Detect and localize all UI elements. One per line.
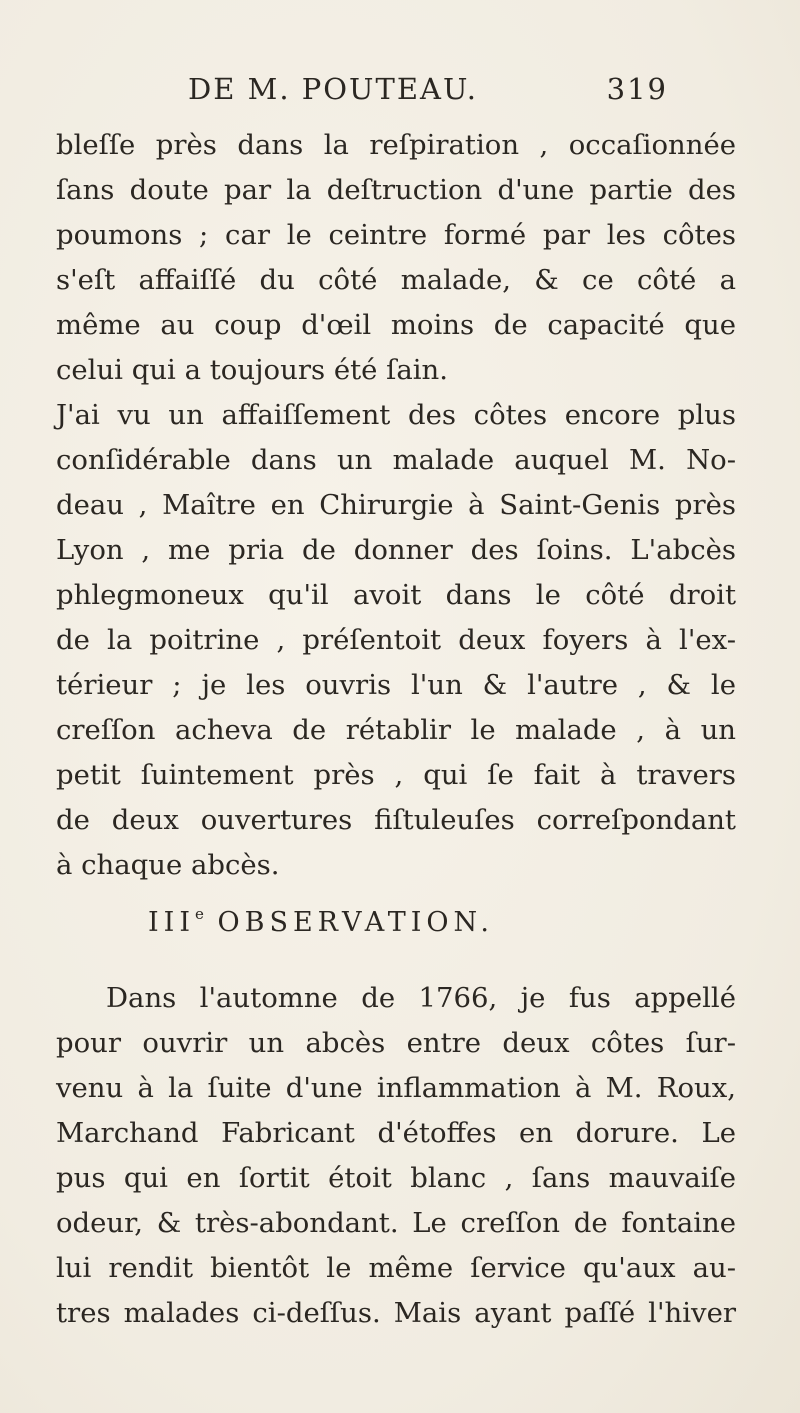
text-line: celui qui a toujours été ſain. bbox=[56, 354, 448, 386]
text-line: deau , Maître en Chirurgie à Saint-Genis près bbox=[56, 489, 736, 521]
text-line: ſans doute par la deſtruction d'une partie des bbox=[56, 174, 736, 206]
text-line: poumons ; car le ceintre formé par les côtes bbox=[56, 219, 736, 251]
text-line: de deux ouvertures fiſtuleuſes correſpondant bbox=[56, 804, 736, 836]
page-number: 319 bbox=[606, 72, 668, 106]
text-line: J'ai vu un affaiſſement des côtes encore plus bbox=[56, 399, 736, 431]
heading-numeral: III bbox=[148, 907, 195, 938]
text-line: Dans l'automne de 1766, je fus appellé bbox=[106, 982, 736, 1014]
text-line: térieur ; je les ouvris l'un & l'autre , & le bbox=[56, 669, 736, 701]
text-line: Lyon , me pria de donner des ſoins. L'abcès bbox=[56, 534, 736, 566]
text-line: Marchand Fabricant d'étoffes en dorure. Le bbox=[56, 1117, 736, 1149]
section-heading bbox=[148, 905, 548, 949]
text-line: odeur, & très-abondant. Le creſſon de fontaine bbox=[56, 1207, 736, 1239]
text-line: phlegmoneux qu'il avoit dans le côté droit bbox=[56, 579, 736, 611]
text-line: pus qui en ſortit étoit blanc , ſans mauvaiſe bbox=[56, 1162, 736, 1194]
running-header bbox=[188, 72, 668, 112]
text-line: s'eſt affaiſſé du côté malade, & ce côté a bbox=[56, 264, 736, 296]
heading-superscript: e bbox=[195, 905, 204, 923]
text-line: conſidérable dans un malade auquel M. No- bbox=[56, 444, 736, 476]
text-line: venu à la ſuite d'une inflammation à M. Roux, bbox=[56, 1072, 736, 1104]
text-line: même au coup d'œil moins de capacité que bbox=[56, 309, 736, 341]
text-line: bleſſe près dans la reſpiration , occaſionnée bbox=[56, 129, 736, 161]
heading-word: OBSERVATION. bbox=[217, 907, 495, 938]
text-line: pour ouvrir un abcès entre deux côtes ſur- bbox=[56, 1027, 736, 1059]
text-line: de la poitrine , préſentoit deux foyers à l'ex- bbox=[56, 624, 736, 656]
text-line: petit ſuintement près , qui ſe fait à travers bbox=[56, 759, 736, 791]
text-line: lui rendit bientôt le même ſervice qu'aux au- bbox=[56, 1252, 736, 1284]
running-title: DE M. POUTEAU. bbox=[188, 72, 478, 106]
text-line: creſſon acheva de rétablir le malade , à un bbox=[56, 714, 736, 746]
text-line: à chaque abcès. bbox=[56, 849, 280, 881]
text-line: tres malades ci-deſſus. Mais ayant paſſé l'hiver bbox=[56, 1297, 736, 1329]
